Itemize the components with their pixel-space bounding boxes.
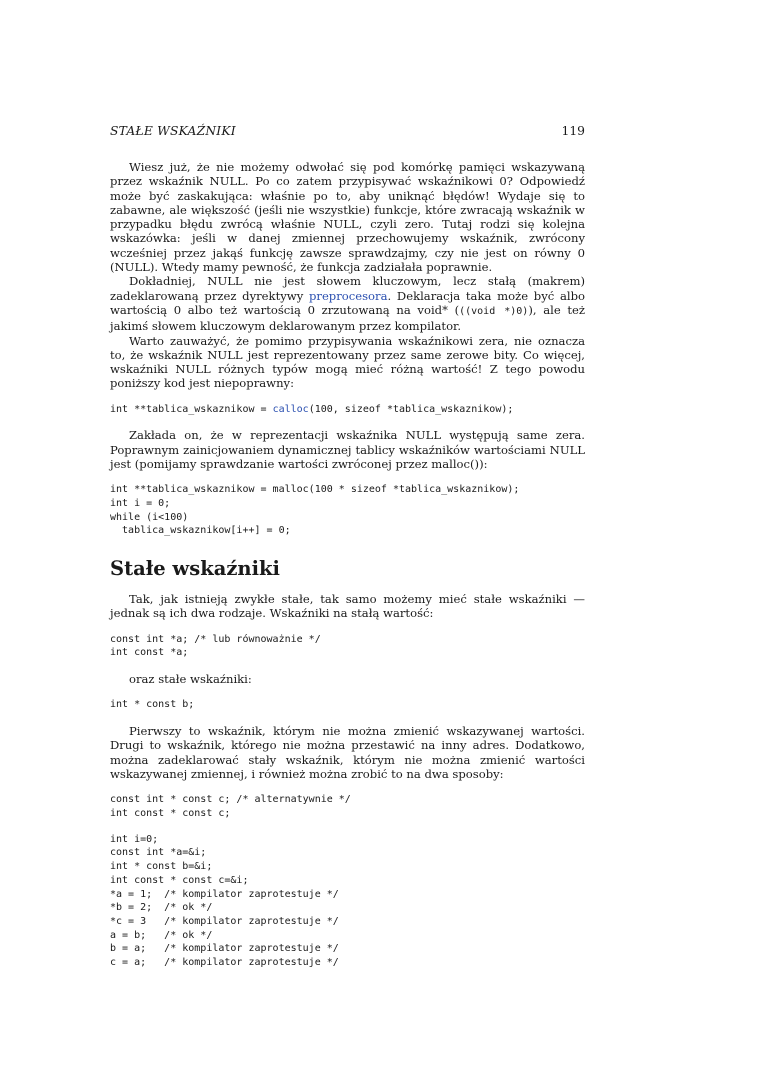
paragraph: Tak, jak istnieją zwykłe stałe, tak samo możemy mieć stałe wskaźniki — jednak są ich dwa rodzaje. Wskaźniki na stałą wartość: xyxy=(110,592,585,621)
paragraph: oraz stałe wskaźniki: xyxy=(129,672,252,687)
code-block: int i=0; const int *a=&i; int * const b=&i; int const * const c=&i; *a = 1; /* kompilator zaprotestuje */ *b = 2; /* ok */ *c = 3 /* kompilator zaprotestuje */ a = b; /* ok */ b = a; /* kompilator zaprotestuje */ c = a; /* kompilator zaprotestuje */ xyxy=(110,833,339,969)
calloc-link[interactable]: calloc xyxy=(272,403,309,415)
paragraph xyxy=(110,274,585,333)
inline-code: ((void *)0) xyxy=(459,305,529,317)
section-heading: Stałe wskaźniki xyxy=(110,557,280,581)
text-span: . Deklaracja taka może być albo wartością 0 albo też wartością 0 zrzutowaną na void* ( xyxy=(110,288,585,317)
paragraph: Warto zauważyć, że pomimo przypisywania wskaźnikowi zera, nie oznacza to, że wskaźnik NULL jest reprezentowany przez same zerowe bity. Co więcej, wskaźniki NULL różnych typów mogą mieć różną wartość! Z tego powodu poniższy kod jest niepoprawny: xyxy=(110,333,585,391)
paragraph: Wiesz już, że nie możemy odwołać się pod komórkę pamięci wskazywaną przez wskaźnik NULL. Po co zatem przypisywać wskaźnikowi 0? Odpowiedź może być zaskakująca: właśnie po to, aby uniknąć błędów! Wydaje się to zabawne, ale większość (jeśli nie wszystkie) funkcje, które zwracają wskaźnik w przypadku błędu zwrócą właśnie NULL, czyli zero. Tutaj rodzi się kolejna wskazówka: jeśli w danej zmiennej przechowujemy wskaźnik, zwrócony wcześniej przez jakąś funkcję zawsze sprawdzajmy, czy nie jest on równy 0 (NULL). Wtedy mamy pewność, że funkcja zadziałała poprawnie. xyxy=(110,160,585,275)
code-block: const int *a; /* lub równoważnie */ int const *a; xyxy=(110,633,321,659)
section-running-title: STAŁE WSKAŹNIKI xyxy=(110,124,236,138)
code-span: (100, sizeof *tablica_wskaznikow); xyxy=(308,403,514,415)
code-block: int * const b; xyxy=(110,699,195,711)
preprocessor-link[interactable]: preprocesora xyxy=(308,288,388,303)
text-span: ), ale też jakimś słowem kluczowym deklarowanym przez kompilator. xyxy=(110,302,585,334)
code-block: int **tablica_wskaznikow = malloc(100 * sizeof *tablica_wskaznikow); int i = 0; while (i<100) tablica_wskaznikow[i++] = 0; xyxy=(110,484,520,537)
code-block xyxy=(110,403,585,417)
page-number: 119 xyxy=(561,124,585,138)
code-block: const int * const c; /* alternatywnie */ int const * const c; xyxy=(110,794,351,820)
body-text xyxy=(110,160,585,970)
code-span: int **tablica_wskaznikow = xyxy=(110,403,273,415)
paragraph: Pierwszy to wskaźnik, którym nie można zmienić wskazywanej wartości. Drugi to wskaźnik, którego nie można przestawić na inny adres. Dodatkowo, można zadeklarować stały wskaźnik, którym nie można zmienić wartości wskazywanej zmiennej, i również można zrobić to na dwa sposoby: xyxy=(110,724,585,782)
running-head xyxy=(110,123,585,139)
paragraph: Zakłada on, że w reprezentacji wskaźnika NULL występują same zera. Poprawnym zainicjowaniem dynamicznej tablicy wskaźników wartościami NULL jest (pomijamy sprawdzanie wartości zwróconej przez malloc()): xyxy=(110,428,585,472)
text-span: Dokładniej, NULL nie jest słowem kluczowym, lecz stałą (makrem) zadeklarowaną przez dyrektywy xyxy=(110,274,585,303)
